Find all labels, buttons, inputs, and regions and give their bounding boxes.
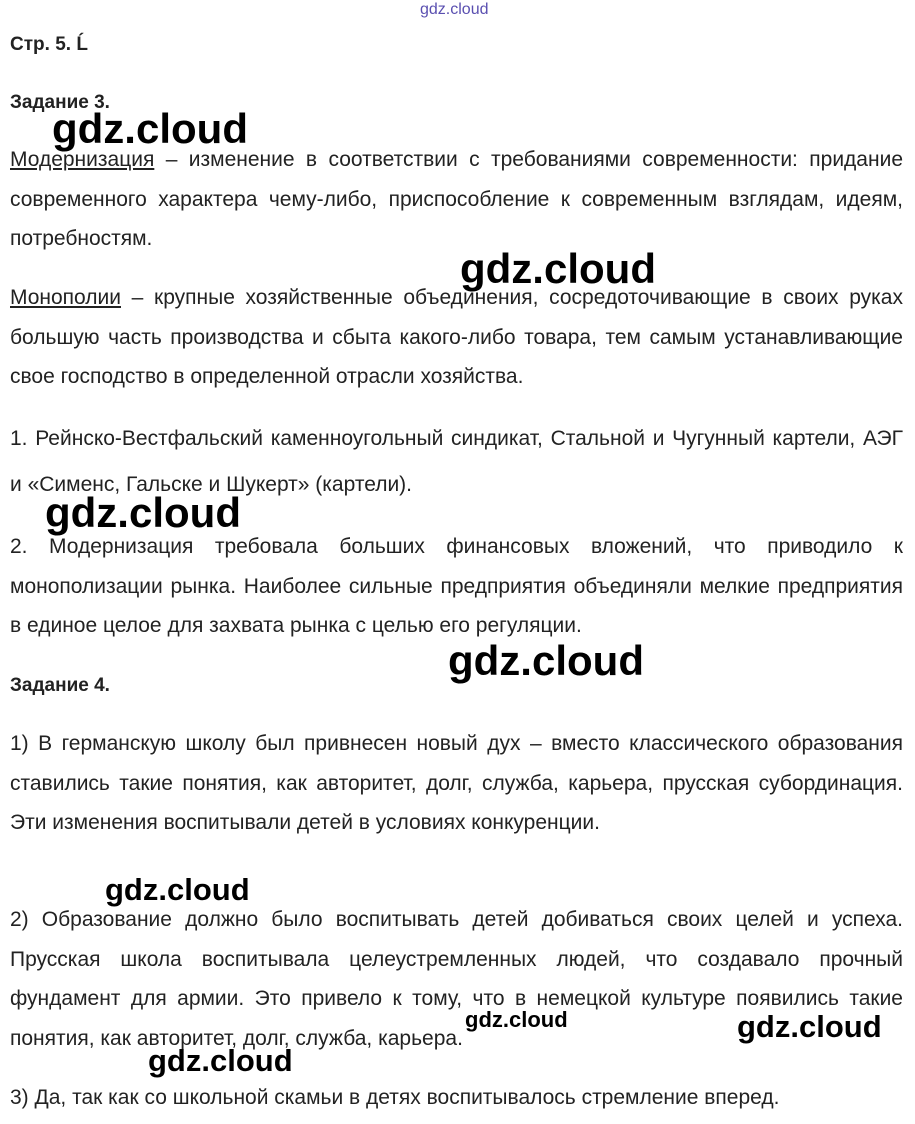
task-4-title: Задание 4. — [10, 675, 110, 696]
page-reference: Стр. 5. Ĺ — [10, 34, 88, 55]
task-3-answer-2: 2. Модернизация требовала больших финансовых вложений, что приводило к монополизации рынка. Наиболее сильные предприятия объединяли мелкие предприятия в единое целое для захвата рынка с целью его регуляции. — [10, 535, 903, 637]
watermark: gdz.cloud — [448, 637, 644, 684]
definition-monopolies — [10, 278, 903, 397]
task-4-answer-1: 1) В германскую школу был привнесен новый дух – вместо классического образования ставились такие понятия, как авторитет, долг, служба, карьера, прусская субординация. Эти изменения воспитывали детей в условиях конкуренции. — [10, 732, 903, 834]
watermark: gdz.cloud — [460, 245, 656, 292]
term-modernization: Модернизация — [10, 148, 155, 171]
watermark: gdz.cloud — [45, 489, 241, 536]
definition-modernization — [10, 140, 903, 259]
task-4-answer-3: 3) Да, так как со школьной скамьи в детях воспитывалось стремление вперед. — [10, 1086, 780, 1109]
task-4-answer-2: 2) Образование должно было воспитывать детей добиваться своих целей и успеха. Прусская школа воспитывала целеустремленных людей, что создавало прочный фундамент для армии. Это привело к тому, что в немецкой культуре появились такие понятия, как авторитет, долг, служба, карьера. — [10, 908, 903, 1050]
watermark: gdz.cloud — [105, 872, 250, 907]
watermark: gdz.cloud — [737, 1009, 882, 1044]
definition-modernization-text: – изменение в соответствии с требованиями современности: придание современного характера чему-либо, приспособление к современным взглядам, идеям, потребностям. — [10, 148, 903, 250]
task-3-title: Задание 3. — [10, 92, 110, 113]
watermark: gdz.cloud — [148, 1043, 293, 1078]
watermark: gdz.cloud — [52, 105, 248, 152]
term-monopolies: Монополии — [10, 286, 121, 309]
watermark: gdz.cloud — [465, 1007, 568, 1032]
task-3-answer-1: 1. Рейнско-Вестфальский каменноугольный синдикат, Стальной и Чугунный картели, АЭГ и «Сименс, Гальске и Шукерт» (картели). — [10, 427, 903, 496]
watermark-top: gdz.cloud — [420, 1, 489, 18]
definition-monopolies-text: – крупные хозяйственные объединения, сосредоточивающие в своих руках большую часть производства и сбыта какого-либо товара, тем самым устанавливающие свое господство в определенной отрасли хозяйства. — [10, 286, 903, 388]
